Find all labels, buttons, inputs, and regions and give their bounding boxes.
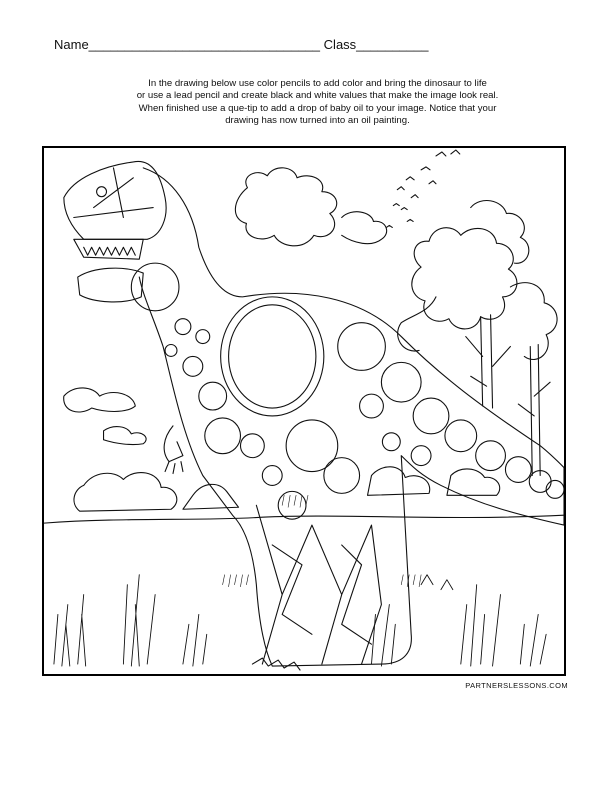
grass-texture	[223, 495, 421, 586]
class-field-label: Class__________	[323, 37, 429, 52]
watermark-text: PARTNERSLESSONS.COM	[465, 681, 568, 690]
instruction-line: or use a lead pencil and create black and white values that make the image look real.	[136, 90, 499, 102]
cloud-shape	[235, 168, 336, 246]
name-field-label: Name________________________________	[54, 37, 321, 52]
instruction-line: drawing has now turned into an oil painting.	[225, 115, 410, 127]
dinosaur	[64, 161, 564, 670]
grass	[54, 575, 546, 666]
instruction-line: In the drawing below use color pencils to add color and bring the dinosaur to life	[148, 78, 487, 89]
instruction-line: When finished use a que-tip to add a drop of baby oil to your image. Notice that your	[138, 102, 497, 114]
cloud-shape	[342, 212, 387, 244]
ground-line	[44, 515, 564, 523]
worksheet-header	[54, 37, 428, 52]
birds	[386, 150, 459, 227]
instructions-text	[95, 78, 540, 128]
artwork-frame	[42, 146, 566, 676]
trees	[398, 201, 557, 476]
dinosaur-drawing	[44, 148, 564, 674]
